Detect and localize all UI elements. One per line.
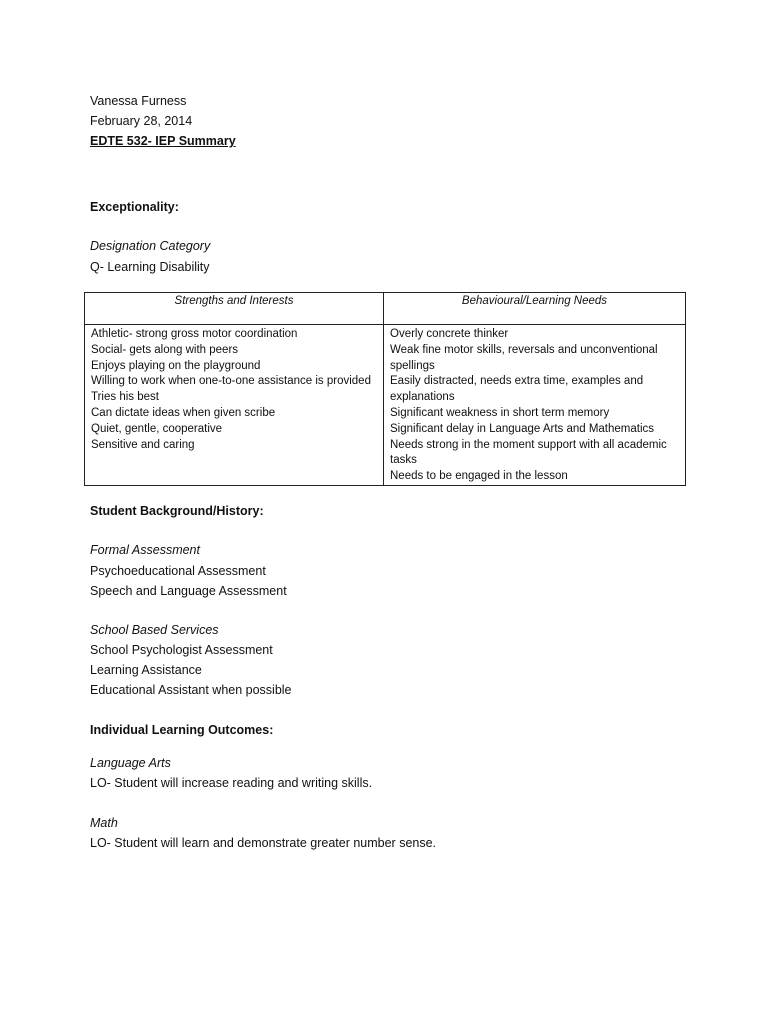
school-services-label: School Based Services — [90, 623, 219, 637]
formal-assessment-item: Speech and Language Assessment — [90, 584, 287, 598]
background-heading: Student Background/History: — [90, 504, 264, 518]
column-header-needs: Behavioural/Learning Needs — [384, 293, 686, 325]
language-arts-outcome: LO- Student will increase reading and writing skills. — [90, 776, 373, 790]
table-header-row — [85, 293, 686, 325]
list-item: Tries his best — [91, 391, 159, 404]
designation-label: Designation Category — [90, 239, 211, 253]
list-item: Enjoys playing on the playground — [91, 359, 261, 372]
strengths-cell — [85, 325, 384, 486]
needs-cell — [384, 325, 686, 486]
school-services-item: Learning Assistance — [90, 663, 202, 677]
list-item: Quiet, gentle, cooperative — [91, 422, 223, 435]
formal-assessment-item: Psychoeducational Assessment — [90, 564, 266, 578]
exceptionality-heading: Exceptionality: — [90, 200, 179, 214]
list-item: Can dictate ideas when given scribe — [91, 406, 276, 419]
column-header-strengths: Strengths and Interests — [85, 293, 384, 325]
document-title: EDTE 532- IEP Summary — [90, 134, 236, 148]
strengths-list — [91, 327, 377, 453]
author-name: Vanessa Furness — [90, 94, 187, 108]
math-outcome: LO- Student will learn and demonstrate greater number sense. — [90, 836, 437, 850]
language-arts-label: Language Arts — [90, 756, 171, 770]
list-item: Willing to work when one-to-one assistance is provided — [91, 375, 371, 388]
outcomes-heading: Individual Learning Outcomes: — [90, 723, 274, 737]
list-item: Significant delay in Language Arts and Mathematics — [390, 422, 655, 435]
school-services-item: Educational Assistant when possible — [90, 683, 292, 697]
iep-table — [84, 292, 686, 486]
list-item: Easily distracted, needs extra time, examples and explanations — [390, 375, 644, 404]
list-item: Sensitive and caring — [91, 438, 195, 451]
list-item: Significant weakness in short term memory — [390, 406, 610, 419]
list-item: Social- gets along with peers — [91, 343, 239, 356]
list-item: Needs to be engaged in the lesson — [390, 470, 568, 483]
list-item: Athletic- strong gross motor coordination — [91, 328, 298, 340]
table-row — [85, 325, 686, 486]
list-item: Weak fine motor skills, reversals and unconventional spellings — [390, 343, 658, 372]
list-item: Needs strong in the moment support with all academic tasks — [390, 438, 667, 467]
designation-value: Q- Learning Disability — [90, 260, 210, 274]
formal-assessment-label: Formal Assessment — [90, 543, 200, 557]
document-date: February 28, 2014 — [90, 114, 193, 128]
list-item: Overly concrete thinker — [390, 328, 509, 340]
needs-list — [390, 327, 679, 485]
math-label: Math — [90, 816, 118, 830]
school-services-item: School Psychologist Assessment — [90, 643, 273, 657]
